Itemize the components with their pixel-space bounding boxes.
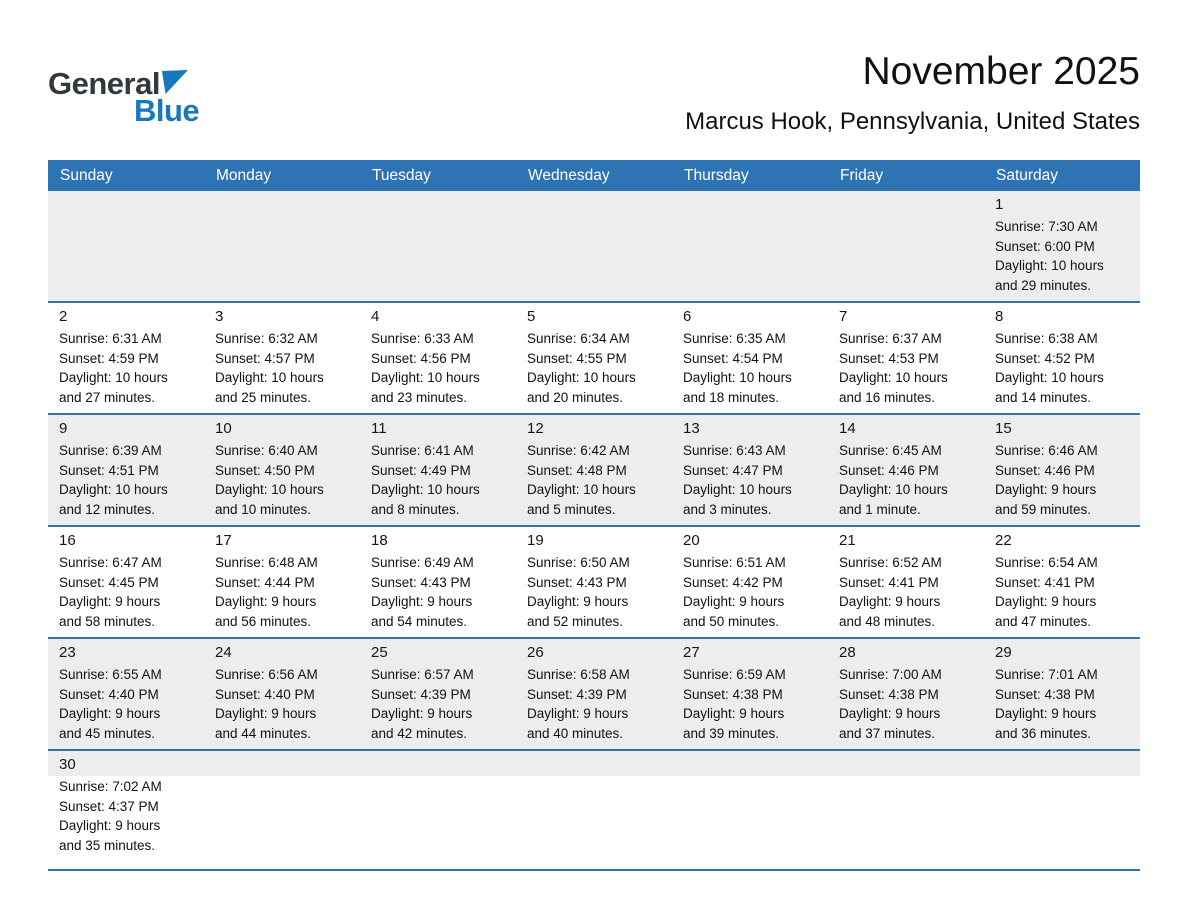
daylight-minutes-text: and 18 minutes. (683, 389, 780, 405)
daylight-minutes-text: and 16 minutes. (839, 389, 936, 405)
day-cell-5 (516, 303, 672, 413)
day-number: 25 (371, 644, 388, 661)
daylight-minutes-text: and 3 minutes. (683, 501, 772, 517)
empty-day-cell (516, 751, 672, 869)
sunrise-text: Sunrise: 7:02 AM (59, 779, 162, 794)
empty-day-cell (672, 191, 828, 301)
day-cell-9 (48, 415, 204, 525)
weekday-header-row (48, 160, 1140, 191)
sunrise-text: Sunrise: 6:37 AM (839, 331, 942, 346)
sunrise-text: Sunrise: 6:54 AM (995, 555, 1098, 570)
day-cell-14 (828, 415, 984, 525)
sunset-text: Sunset: 4:53 PM (839, 350, 939, 366)
empty-day-cell (672, 751, 828, 869)
daylight-hours-text: Daylight: 9 hours (683, 706, 785, 721)
daylight-hours-text: Daylight: 10 hours (371, 482, 480, 497)
sunrise-text: Sunrise: 6:49 AM (371, 555, 474, 570)
day-cell-3 (204, 303, 360, 413)
sunset-text: Sunset: 4:40 PM (59, 686, 159, 702)
day-cell-27 (672, 639, 828, 749)
logo-text-general: General (48, 66, 160, 101)
sunset-text: Sunset: 4:46 PM (995, 462, 1095, 478)
daylight-hours-text: Daylight: 10 hours (215, 370, 324, 385)
day-number: 14 (839, 420, 856, 437)
day-cell-25 (360, 639, 516, 749)
day-number: 19 (527, 532, 544, 549)
day-cell-28 (828, 639, 984, 749)
daylight-hours-text: Daylight: 9 hours (839, 594, 941, 609)
day-number: 23 (59, 644, 76, 661)
sunset-text: Sunset: 4:59 PM (59, 350, 159, 366)
daylight-minutes-text: and 25 minutes. (215, 389, 312, 405)
day-number: 30 (59, 756, 76, 773)
weekday-wednesday: Wednesday (528, 166, 610, 184)
sunset-text: Sunset: 4:37 PM (59, 798, 159, 814)
day-number: 28 (839, 644, 856, 661)
day-number: 12 (527, 420, 544, 437)
daylight-minutes-text: and 42 minutes. (371, 725, 468, 741)
day-number: 4 (371, 308, 380, 325)
sunset-text: Sunset: 4:57 PM (215, 350, 315, 366)
day-number: 27 (683, 644, 700, 661)
daylight-hours-text: Daylight: 9 hours (527, 706, 629, 721)
title-block (685, 50, 1140, 136)
day-cell-11 (360, 415, 516, 525)
daylight-minutes-text: and 12 minutes. (59, 501, 156, 517)
week-row-6 (48, 749, 1140, 869)
day-number: 22 (995, 532, 1012, 549)
sunrise-text: Sunrise: 6:48 AM (215, 555, 318, 570)
sunset-text: Sunset: 4:43 PM (527, 574, 627, 590)
weekday-thursday: Thursday (684, 166, 749, 184)
sunrise-text: Sunrise: 6:33 AM (371, 331, 474, 346)
daylight-hours-text: Daylight: 10 hours (215, 482, 324, 497)
sunset-text: Sunset: 4:41 PM (839, 574, 939, 590)
daylight-minutes-text: and 23 minutes. (371, 389, 468, 405)
sunset-text: Sunset: 4:47 PM (683, 462, 783, 478)
day-number: 16 (59, 532, 76, 549)
sunset-text: Sunset: 4:39 PM (371, 686, 471, 702)
sunset-text: Sunset: 4:38 PM (839, 686, 939, 702)
sunrise-text: Sunrise: 6:40 AM (215, 443, 318, 458)
sunrise-text: Sunrise: 7:30 AM (995, 219, 1098, 234)
day-number: 10 (215, 420, 232, 437)
daylight-hours-text: Daylight: 9 hours (683, 594, 785, 609)
general-blue-logo (48, 68, 199, 126)
daylight-minutes-text: and 54 minutes. (371, 613, 468, 629)
daylight-hours-text: Daylight: 9 hours (995, 482, 1097, 497)
sunrise-text: Sunrise: 6:31 AM (59, 331, 162, 346)
sunrise-text: Sunrise: 6:59 AM (683, 667, 786, 682)
sunset-text: Sunset: 4:38 PM (995, 686, 1095, 702)
daylight-minutes-text: and 50 minutes. (683, 613, 780, 629)
weekday-friday: Friday (840, 166, 884, 184)
daylight-hours-text: Daylight: 10 hours (683, 482, 792, 497)
day-cell-4 (360, 303, 516, 413)
sunrise-text: Sunrise: 6:32 AM (215, 331, 318, 346)
week-row-1 (48, 191, 1140, 301)
week-row-2 (48, 301, 1140, 413)
day-cell-7 (828, 303, 984, 413)
daylight-minutes-text: and 59 minutes. (995, 501, 1092, 517)
day-number: 5 (527, 308, 536, 325)
day-cell-10 (204, 415, 360, 525)
sunset-text: Sunset: 4:44 PM (215, 574, 315, 590)
sunset-text: Sunset: 4:55 PM (527, 350, 627, 366)
sunset-text: Sunset: 4:39 PM (527, 686, 627, 702)
weekday-monday: Monday (216, 166, 272, 184)
day-cell-22 (984, 527, 1140, 637)
daylight-hours-text: Daylight: 9 hours (995, 594, 1097, 609)
sunset-text: Sunset: 4:45 PM (59, 574, 159, 590)
daylight-hours-text: Daylight: 9 hours (371, 594, 473, 609)
sunrise-text: Sunrise: 6:56 AM (215, 667, 318, 682)
day-cell-30 (48, 751, 204, 869)
day-cell-2 (48, 303, 204, 413)
day-cell-24 (204, 639, 360, 749)
sunrise-text: Sunrise: 6:38 AM (995, 331, 1098, 346)
daylight-minutes-text: and 20 minutes. (527, 389, 624, 405)
daylight-minutes-text: and 29 minutes. (995, 277, 1092, 293)
weekday-tuesday: Tuesday (372, 166, 431, 184)
daylight-hours-text: Daylight: 10 hours (839, 370, 948, 385)
page-header (48, 0, 1140, 136)
daylight-hours-text: Daylight: 9 hours (59, 594, 161, 609)
sunset-text: Sunset: 4:51 PM (59, 462, 159, 478)
daylight-minutes-text: and 52 minutes. (527, 613, 624, 629)
day-number: 29 (995, 644, 1012, 661)
day-cell-20 (672, 527, 828, 637)
day-cell-21 (828, 527, 984, 637)
sunrise-text: Sunrise: 6:58 AM (527, 667, 630, 682)
daylight-minutes-text: and 35 minutes. (59, 837, 156, 853)
location-subtitle: Marcus Hook, Pennsylvania, United States (685, 108, 1140, 135)
calendar-weeks (48, 191, 1140, 869)
daylight-minutes-text: and 14 minutes. (995, 389, 1092, 405)
daylight-minutes-text: and 37 minutes. (839, 725, 936, 741)
day-cell-23 (48, 639, 204, 749)
daylight-hours-text: Daylight: 10 hours (527, 482, 636, 497)
daylight-hours-text: Daylight: 10 hours (839, 482, 948, 497)
empty-day-cell (828, 191, 984, 301)
day-number: 11 (371, 420, 387, 437)
day-number: 15 (995, 420, 1012, 437)
weekday-saturday: Saturday (996, 166, 1059, 184)
sunrise-text: Sunrise: 6:55 AM (59, 667, 162, 682)
empty-day-cell (360, 751, 516, 869)
daylight-hours-text: Daylight: 9 hours (371, 706, 473, 721)
sunset-text: Sunset: 6:00 PM (995, 238, 1095, 254)
day-cell-6 (672, 303, 828, 413)
day-cell-18 (360, 527, 516, 637)
daylight-minutes-text: and 48 minutes. (839, 613, 936, 629)
sunrise-text: Sunrise: 6:47 AM (59, 555, 162, 570)
sunrise-text: Sunrise: 6:52 AM (839, 555, 942, 570)
day-number: 1 (995, 196, 1004, 213)
sunset-text: Sunset: 4:50 PM (215, 462, 315, 478)
daylight-minutes-text: and 1 minute. (839, 501, 921, 517)
day-number: 26 (527, 644, 544, 661)
sunset-text: Sunset: 4:42 PM (683, 574, 783, 590)
sunrise-text: Sunrise: 6:41 AM (371, 443, 474, 458)
sunrise-text: Sunrise: 6:51 AM (683, 555, 786, 570)
daylight-hours-text: Daylight: 9 hours (215, 594, 317, 609)
daylight-hours-text: Daylight: 10 hours (995, 258, 1104, 273)
sunrise-text: Sunrise: 6:34 AM (527, 331, 630, 346)
daylight-minutes-text: and 27 minutes. (59, 389, 156, 405)
sunrise-text: Sunrise: 6:50 AM (527, 555, 630, 570)
sunrise-text: Sunrise: 7:00 AM (839, 667, 942, 682)
sunset-text: Sunset: 4:54 PM (683, 350, 783, 366)
daylight-minutes-text: and 10 minutes. (215, 501, 312, 517)
day-number: 21 (839, 532, 856, 549)
day-number: 7 (839, 308, 848, 325)
day-cell-13 (672, 415, 828, 525)
sunrise-text: Sunrise: 6:42 AM (527, 443, 630, 458)
week-row-4 (48, 525, 1140, 637)
week-row-5 (48, 637, 1140, 749)
sunset-text: Sunset: 4:49 PM (371, 462, 471, 478)
daylight-hours-text: Daylight: 10 hours (995, 370, 1104, 385)
day-number: 3 (215, 308, 224, 325)
daylight-hours-text: Daylight: 9 hours (995, 706, 1097, 721)
daylight-minutes-text: and 45 minutes. (59, 725, 156, 741)
daylight-hours-text: Daylight: 10 hours (371, 370, 480, 385)
day-number: 24 (215, 644, 232, 661)
daylight-minutes-text: and 47 minutes. (995, 613, 1092, 629)
logo-text-blue: Blue (134, 93, 200, 128)
day-cell-17 (204, 527, 360, 637)
daylight-minutes-text: and 5 minutes. (527, 501, 616, 517)
day-number: 8 (995, 308, 1004, 325)
day-number: 20 (683, 532, 700, 549)
daylight-minutes-text: and 39 minutes. (683, 725, 780, 741)
logo-triangle-icon (162, 70, 188, 94)
empty-day-cell (204, 751, 360, 869)
empty-day-cell (516, 191, 672, 301)
daylight-hours-text: Daylight: 9 hours (527, 594, 629, 609)
daylight-minutes-text: and 44 minutes. (215, 725, 312, 741)
sunset-text: Sunset: 4:43 PM (371, 574, 471, 590)
empty-day-cell (48, 191, 204, 301)
sunset-text: Sunset: 4:40 PM (215, 686, 315, 702)
daylight-hours-text: Daylight: 9 hours (59, 818, 161, 833)
day-cell-19 (516, 527, 672, 637)
daylight-hours-text: Daylight: 9 hours (215, 706, 317, 721)
day-cell-26 (516, 639, 672, 749)
week-row-3 (48, 413, 1140, 525)
daylight-hours-text: Daylight: 10 hours (527, 370, 636, 385)
empty-day-cell (360, 191, 516, 301)
sunset-text: Sunset: 4:41 PM (995, 574, 1095, 590)
day-cell-12 (516, 415, 672, 525)
sunrise-text: Sunrise: 6:43 AM (683, 443, 786, 458)
daylight-hours-text: Daylight: 10 hours (683, 370, 792, 385)
daylight-hours-text: Daylight: 10 hours (59, 482, 168, 497)
daylight-minutes-text: and 56 minutes. (215, 613, 312, 629)
day-number: 6 (683, 308, 692, 325)
empty-day-cell (204, 191, 360, 301)
sunrise-text: Sunrise: 6:35 AM (683, 331, 786, 346)
sunset-text: Sunset: 4:38 PM (683, 686, 783, 702)
day-number: 17 (215, 532, 232, 549)
day-cell-1 (984, 191, 1140, 301)
sunrise-text: Sunrise: 6:45 AM (839, 443, 942, 458)
day-cell-16 (48, 527, 204, 637)
calendar-table (48, 160, 1140, 871)
sunset-text: Sunset: 4:46 PM (839, 462, 939, 478)
day-number: 13 (683, 420, 700, 437)
daylight-minutes-text: and 58 minutes. (59, 613, 156, 629)
sunset-text: Sunset: 4:56 PM (371, 350, 471, 366)
daylight-minutes-text: and 40 minutes. (527, 725, 624, 741)
empty-day-cell (828, 751, 984, 869)
sunset-text: Sunset: 4:52 PM (995, 350, 1095, 366)
day-number: 2 (59, 308, 68, 325)
empty-day-cell (984, 751, 1140, 869)
day-number: 18 (371, 532, 388, 549)
sunrise-text: Sunrise: 6:39 AM (59, 443, 162, 458)
sunrise-text: Sunrise: 6:57 AM (371, 667, 474, 682)
sunrise-text: Sunrise: 7:01 AM (995, 667, 1098, 682)
daylight-minutes-text: and 36 minutes. (995, 725, 1092, 741)
day-cell-8 (984, 303, 1140, 413)
daylight-hours-text: Daylight: 10 hours (59, 370, 168, 385)
weekday-sunday: Sunday (60, 166, 113, 184)
daylight-hours-text: Daylight: 9 hours (59, 706, 161, 721)
month-title: November 2025 (862, 50, 1140, 93)
day-cell-15 (984, 415, 1140, 525)
sunset-text: Sunset: 4:48 PM (527, 462, 627, 478)
daylight-hours-text: Daylight: 9 hours (839, 706, 941, 721)
sunrise-text: Sunrise: 6:46 AM (995, 443, 1098, 458)
day-number: 9 (59, 420, 68, 437)
daylight-minutes-text: and 8 minutes. (371, 501, 460, 517)
day-cell-29 (984, 639, 1140, 749)
